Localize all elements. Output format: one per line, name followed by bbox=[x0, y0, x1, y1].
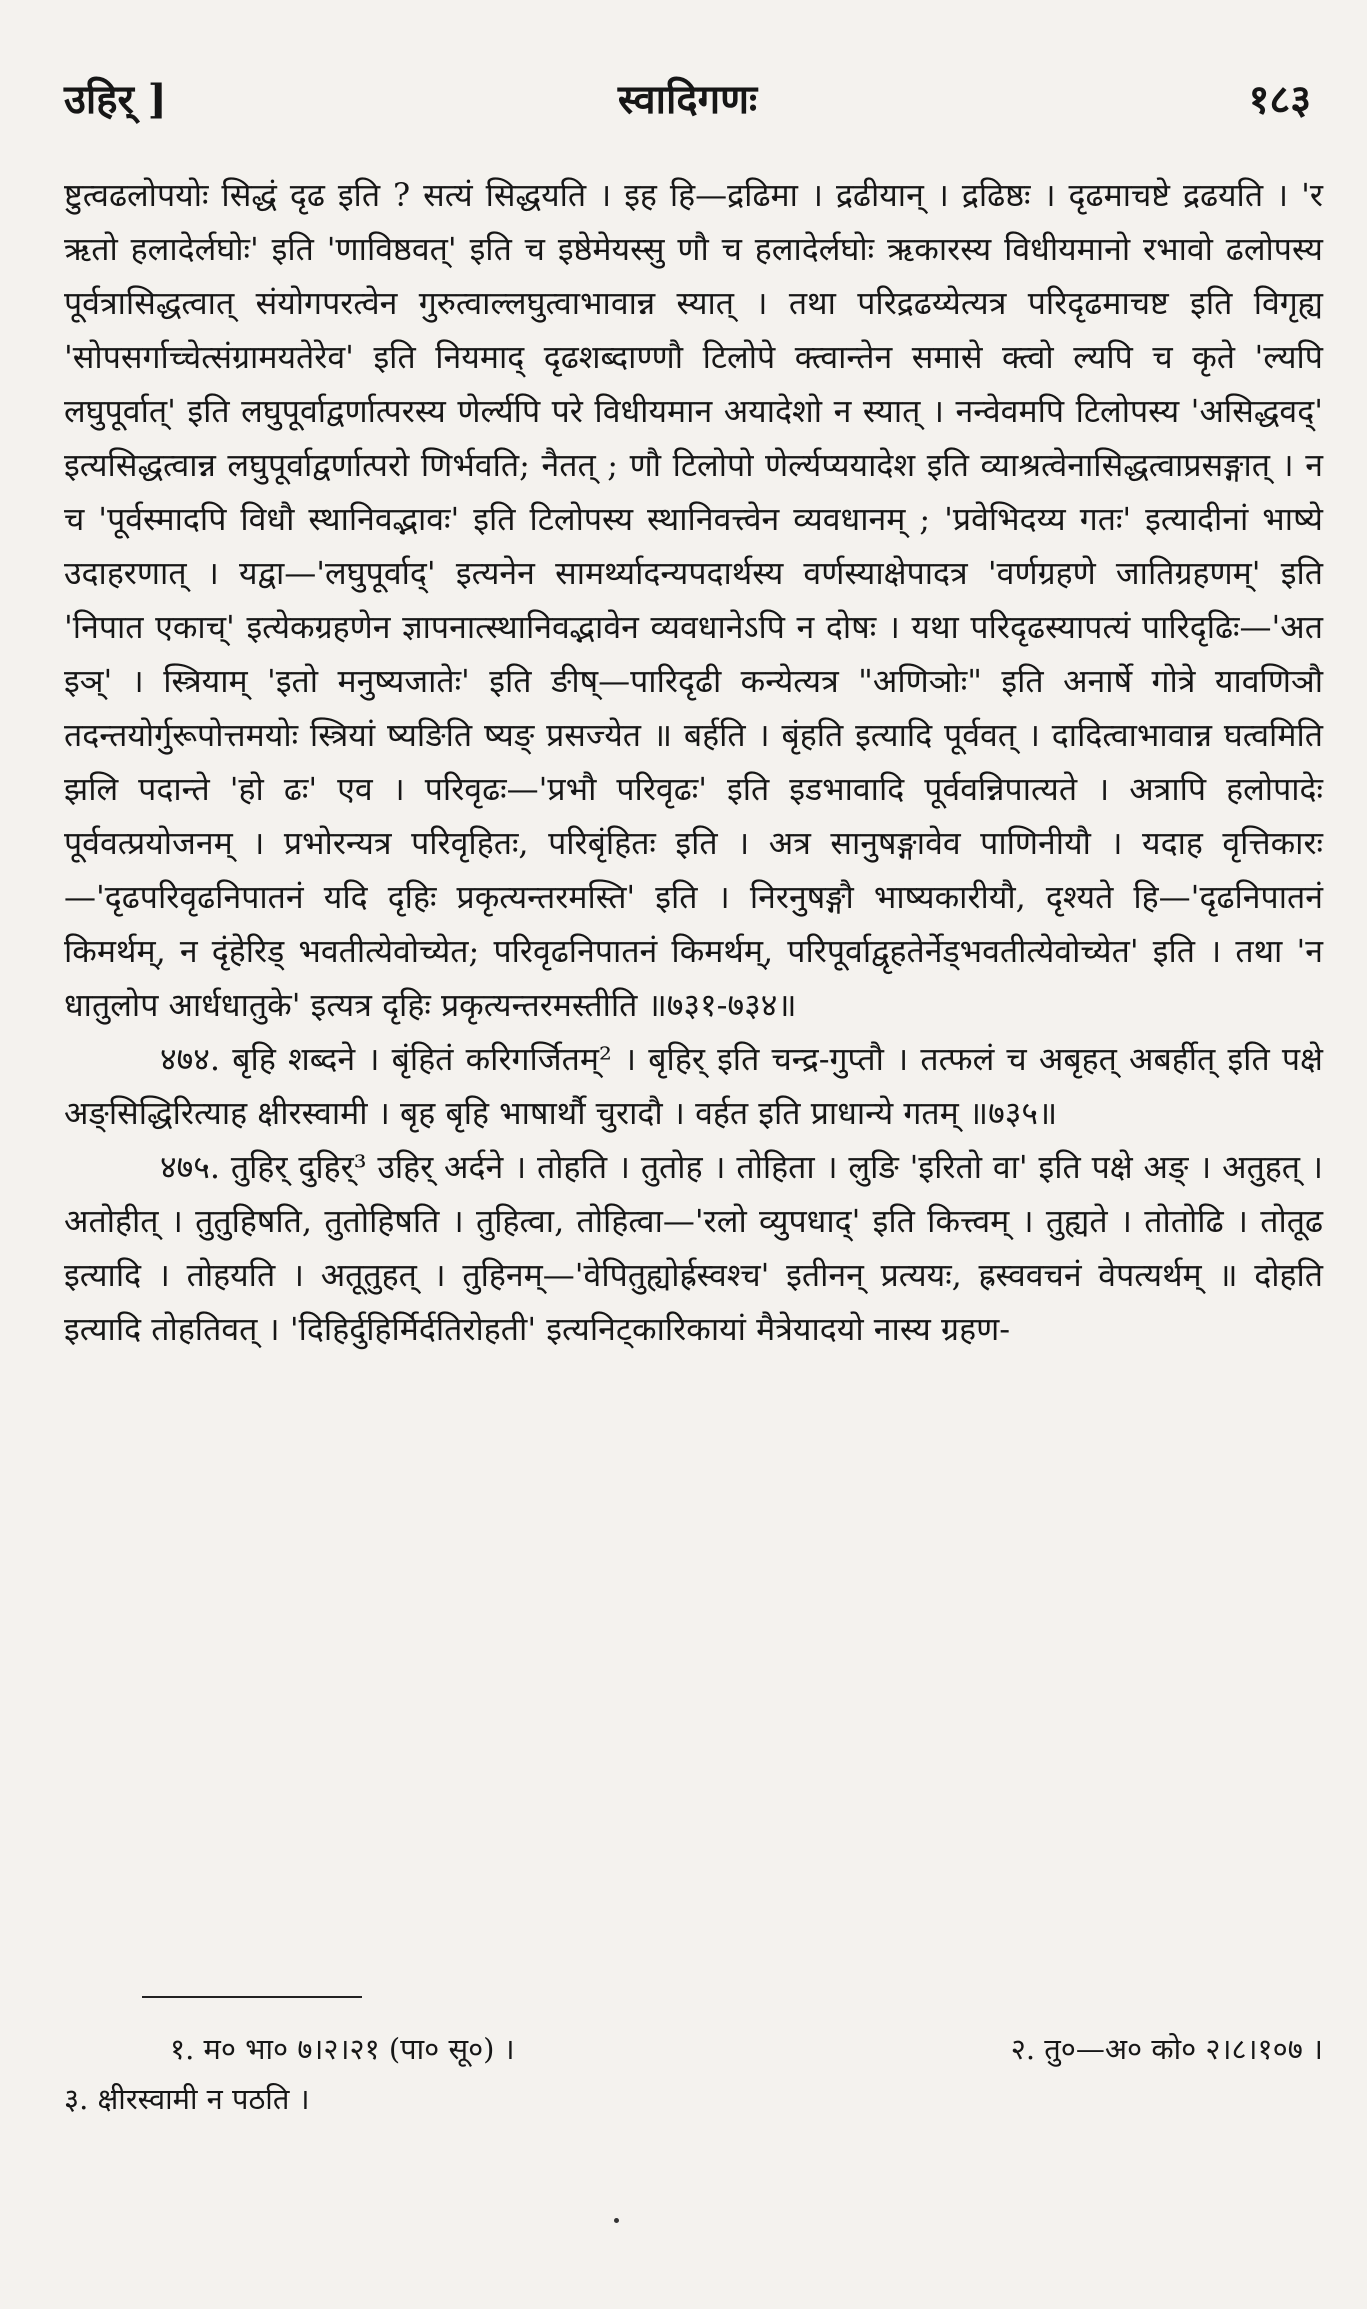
footnote-row bbox=[64, 2024, 1323, 2074]
footnote-2: २. तु०—अ० को० २।८।१०७ । bbox=[1010, 2032, 1323, 2066]
page-number: १८३ bbox=[1248, 76, 1311, 123]
body-text bbox=[64, 168, 1323, 1356]
paragraph-commentary: ष्टुत्वढलोपयोः सिद्धं दृढ इति ? सत्यं सिद्धयति । इह हि—द्रढिमा । द्रढीयान् । द्रढिष्ठः । दृढमाचष्टे द्रढयति । 'र ऋतो हलादेर्लघोः' इति 'णाविष्ठवत्' इति च इष्ठेमेयस्सु णौ च हलादेर्लघोः ऋकारस्य विधीयमानो रभावो ढलोपस्य पूर्वत्रासिद्धत्वात् संयोगपरत्वेन गुरुत्वाल्लघुत्वाभावान्न स्यात् । तथा परिद्रढय्येत्यत्र परिदृढमाचष्ट इति विगृह्य 'सोपसर्गाच्चेत्संग्रामयतेरेव' इति नियमाद् दृढशब्दाण्णौ टिलोपे क्त्वान्तेन समासे क्त्वो ल्यपि च कृते 'ल्यपि लघुपूर्वात्' इति लघुपूर्वाद्वर्णात्परस्य णेर्ल्यपि परे विधीयमान अयादेशो न स्यात् । नन्वेवमपि टिलोपस्य 'असिद्धवद्' इत्यसिद्धत्वान्न लघुपूर्वाद्वर्णात्परो णिर्भवति; नैतत् ; णौ टिलोपो णेर्ल्यप्ययादेश इति व्याश्रत्वेनासिद्धत्वाप्रसङ्गात् । न च 'पूर्वस्मादपि विधौ स्थानिवद्भावः' इति टिलोपस्य स्थानिवत्त्वेन व्यवधानम् ; 'प्रवेभिदय्य गतः' इत्यादीनां भाष्ये उदाहरणात् । यद्वा—'लघुपूर्वाद्' इत्यनेन सामर्थ्यादन्यपदार्थस्य वर्णस्याक्षेपादत्र 'वर्णग्रहणे जातिग्रहणम्' इति 'निपात एकाच्' इत्येकग्रहणेन ज्ञापनात्स्थानिवद्भावेन व्यवधानेऽपि न दोषः । यथा परिदृढस्यापत्यं पारिदृढिः—'अत इञ्' । स्त्रियाम् 'इतो मनुष्यजातेः' इति ङीष्—पारिदृढी कन्येत्यत्र "अणिञोः" इति अनार्षे गोत्रे यावणिञौ तदन्तयोर्गुरूपोत्तमयोः स्त्रियां ष्यङिति ष्यङ् प्रसज्येत ॥ बर्हति । बृंहति इत्यादि पूर्ववत् । दादित्वाभावान्न घत्वमिति झलि पदान्ते 'हो ढः' एव । परिवृढः—'प्रभौ परिवृढः' इति इडभावादि पूर्ववन्निपात्यते । अत्रापि हलोपादेः पूर्ववत्प्रयोजनम् । प्रभोरन्यत्र परिवृहितः, परिबृंहितः इति । अत्र सानुषङ्गावेव पाणिनीयौ । यदाह वृत्तिकारः—'दृढपरिवृढनिपातनं यदि दृहिः प्रकृत्यन्तरमस्ति' इति । निरनुषङ्गौ भाष्यकारीयौ, दृश्यते हि—'दृढनिपातनं किमर्थम्, न दृंहेरिड् भवतीत्येवोच्येत; परिवृढनिपातनं किमर्थम्, परिपूर्वाद्वृहतेर्नेड्भवतीत्येवोच्येत' इति । तथा 'न धातुलोप आर्धधातुके' इत्यत्र दृहिः प्रकृत्यन्तरमस्तीति ॥७३१-७३४॥ bbox=[64, 176, 1323, 1024]
ink-dot bbox=[614, 2218, 619, 2223]
footnotes bbox=[64, 2024, 1323, 2124]
footnote-rule bbox=[142, 1996, 362, 1998]
footnote-1: १. म० भा० ७।२।२१ (पा० सू०) । bbox=[170, 2032, 515, 2066]
running-head-section: उहिर् ] bbox=[64, 76, 167, 123]
paragraph-dhatu-475: ४७५. तुहिर् दुहिर्³ उहिर् अर्दने । तोहति । तुतोह । तोहिता । लुङि 'इरितो वा' इति पक्षे अङ् । अतुहत् । अतोहीत् । तुतुहिषति, तुतोहिषति । तुहित्वा, तोहित्वा—'रलो व्युपधाद्' इति कित्त्वम् । तुह्यते । तोतोढि । तोतूढ इत्यादि । तोहयति । अतूतुहत् । तुहिनम्—'वेपितुह्योर्ह्रस्वश्च' इतीनन् प्रत्ययः, ह्रस्ववचनं वेपत्यर्थम् ॥ दोहति इत्यादि तोहतिवत् । 'दिहिर्दुहिर्मिर्दतिरोहती' इत्यनिट्कारिकायां मैत्रेयादयो नास्य ग्रहण- bbox=[64, 1148, 1323, 1348]
running-head-title: स्वादिगणः bbox=[617, 76, 758, 123]
running-head bbox=[64, 70, 1311, 130]
footnote-row bbox=[64, 2074, 1323, 2124]
paragraph-dhatu-474: ४७४. बृहि शब्दने । बृंहितं करिगर्जितम्² । बृहिर् इति चन्द्र-गुप्तौ । तत्फलं च अबृहत् अबर्हीत् इति पक्षे अङ्सिद्धिरित्याह क्षीरस्वामी । बृह बृहि भाषार्थौ चुरादौ । वर्हत इति प्राधान्ये गतम् ॥७३५॥ bbox=[64, 1040, 1323, 1132]
footnote-3: ३. क्षीरस्वामी न पठति । bbox=[64, 2082, 310, 2116]
